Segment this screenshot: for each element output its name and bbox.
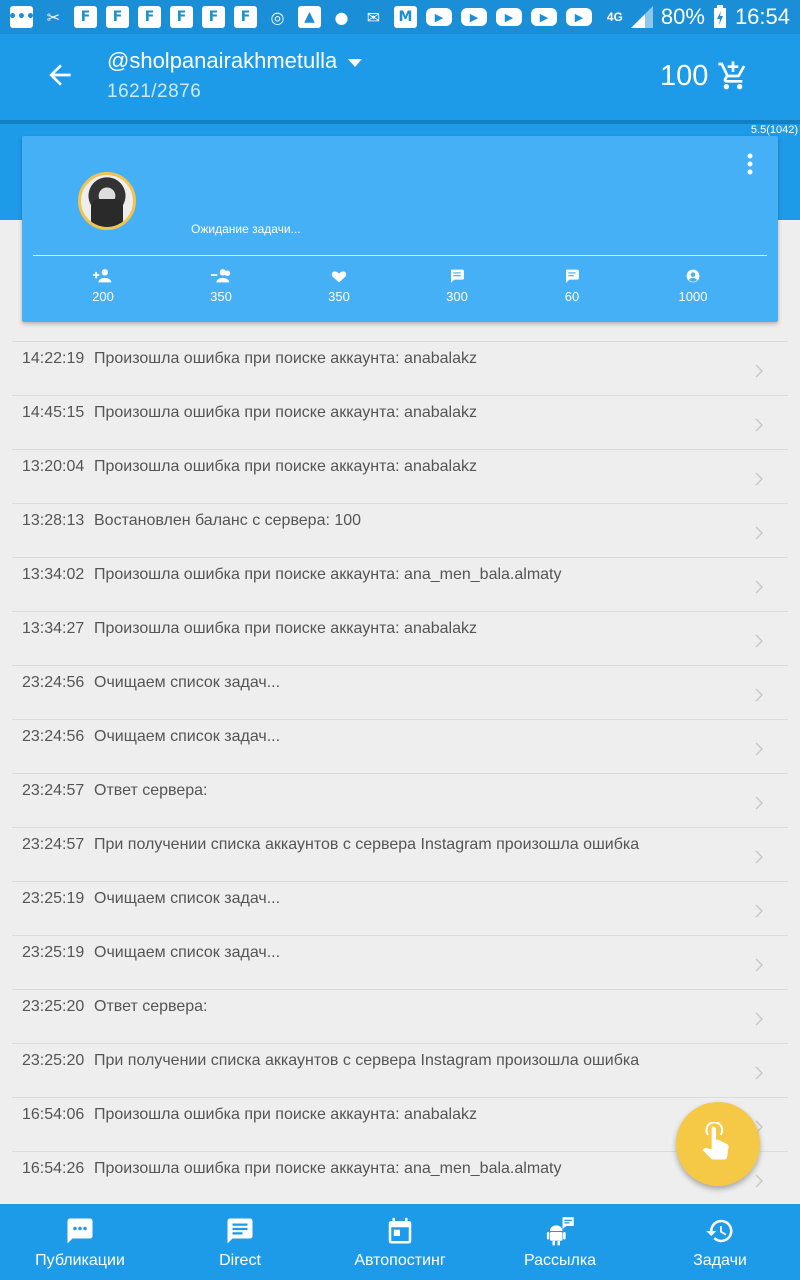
log-row[interactable]: [12, 1043, 788, 1097]
divider: [33, 255, 767, 256]
chevron-right-icon: [754, 904, 764, 918]
log-time: 13:20:04: [22, 458, 85, 475]
log-message: Произошла ошибка при поиске аккаунта: anabalakz: [94, 620, 477, 637]
comment-icon: [446, 268, 468, 284]
heart-icon: [328, 268, 350, 284]
log-row[interactable]: [12, 1097, 788, 1151]
youtube-icon: ▶: [496, 8, 522, 26]
log-message: Очищаем список задач...: [94, 674, 281, 691]
log-time: 14:22:19: [22, 350, 85, 367]
touch-action-button[interactable]: [676, 1102, 760, 1186]
log-message: При получении списка аккаунтов с сервера Instagram произошла ошибка: [94, 1052, 640, 1069]
gmail-icon: M: [394, 6, 417, 28]
account-circle-icon: [682, 268, 704, 284]
nav-autoposting[interactable]: [320, 1204, 480, 1280]
log-message: Произошла ошибка при поиске аккаунта: anabalakz: [94, 350, 477, 367]
stat-value: 350: [328, 289, 350, 304]
log-time: 23:24:56: [22, 674, 85, 691]
chevron-right-icon: [754, 526, 764, 540]
log-message: Произошла ошибка при поиске аккаунта: ana_men_bala.almaty: [94, 1160, 562, 1177]
direct-icon: [225, 1216, 255, 1246]
log-time: 23:24:56: [22, 728, 85, 745]
youtube-icon: ▶: [566, 8, 592, 26]
chevron-right-icon: [754, 418, 764, 432]
log-message: Очищаем список задач...: [94, 890, 281, 907]
email-sync-icon: ✉: [366, 7, 381, 27]
history-icon: [705, 1216, 735, 1246]
log-message: Очищаем список задач...: [94, 944, 281, 961]
chevron-right-icon: [754, 958, 764, 972]
flipboard-icon: F: [170, 6, 193, 28]
stat-accounts: [653, 268, 733, 306]
stat-follow: [63, 268, 143, 306]
log-message: Востановлен баланс с сервера: 100: [94, 512, 362, 529]
publications-icon: [65, 1216, 95, 1246]
unfollow-icon: [210, 268, 232, 284]
chevron-right-icon: [754, 1066, 764, 1080]
stat-value: 300: [446, 289, 468, 304]
follow-icon: [92, 268, 114, 284]
youtube-icon: ▶: [531, 8, 557, 26]
signal-icon: [631, 6, 653, 28]
stat-value: 1000: [678, 289, 708, 304]
avatar[interactable]: [78, 172, 136, 230]
chevron-right-icon: [754, 796, 764, 810]
chevron-right-icon: [754, 472, 764, 486]
flipboard-icon: F: [234, 6, 257, 28]
log-time: 16:54:06: [22, 1106, 85, 1123]
log-row[interactable]: [12, 395, 788, 449]
clock: 16:54: [734, 4, 790, 29]
nav-label: Публикации: [35, 1252, 125, 1269]
log-row[interactable]: [12, 449, 788, 503]
chevron-right-icon: [754, 688, 764, 702]
app-bar: [0, 34, 800, 120]
status-bar: [0, 0, 800, 34]
message-icon: [561, 268, 583, 284]
log-message: Произошла ошибка при поиске аккаунта: ana_men_bala.almaty: [94, 566, 562, 583]
touch-icon: [698, 1122, 738, 1166]
log-row[interactable]: [12, 989, 788, 1043]
image-icon: ▲: [298, 6, 321, 28]
nav-publications[interactable]: [0, 1204, 160, 1280]
chevron-right-icon: [754, 1012, 764, 1026]
log-time: 23:25:20: [22, 998, 85, 1015]
log-time: 16:54:26: [22, 1160, 85, 1177]
log-time: 13:28:13: [22, 512, 85, 529]
log-time: 13:34:02: [22, 566, 85, 583]
nav-label: Direct: [219, 1252, 261, 1269]
android-broadcast-icon: [545, 1216, 575, 1246]
chevron-right-icon: [754, 742, 764, 756]
account-name[interactable]: @sholpanairakhmetulla: [107, 48, 338, 73]
chevron-right-icon: [754, 580, 764, 594]
log-time: 23:25:19: [22, 890, 85, 907]
log-row[interactable]: [12, 503, 788, 557]
battery-charging-icon: [713, 5, 727, 29]
task-status: Ожидание задачи...: [191, 222, 301, 236]
stat-comments: [417, 268, 497, 306]
account-card: [22, 136, 778, 322]
back-arrow-icon[interactable]: [44, 59, 76, 91]
account-counter: 1621/2876: [107, 81, 202, 102]
nav-broadcast[interactable]: [480, 1204, 640, 1280]
notification-icons: [10, 6, 592, 28]
nav-label: Рассылка: [523, 1252, 597, 1269]
log-time: 13:34:27: [22, 620, 85, 637]
log-message: Произошла ошибка при поиске аккаунта: anabalakz: [94, 1106, 477, 1123]
system-status: [607, 4, 790, 30]
log-row[interactable]: [12, 719, 788, 773]
log-message: Ответ сервера:: [94, 782, 208, 799]
nav-label: Задачи: [693, 1252, 747, 1269]
add-to-cart-icon[interactable]: [716, 60, 750, 92]
flipboard-icon: F: [74, 6, 97, 28]
task-log-list: [12, 341, 788, 1205]
log-row[interactable]: [12, 935, 788, 989]
stat-value: 60: [564, 289, 580, 304]
log-time: 23:24:57: [22, 836, 85, 853]
stat-value: 350: [210, 289, 232, 304]
chevron-down-icon[interactable]: [345, 56, 365, 70]
log-time: 23:24:57: [22, 782, 85, 799]
stat-value: 200: [92, 289, 114, 304]
chevron-right-icon: [754, 1174, 764, 1188]
nav-tasks[interactable]: [640, 1204, 800, 1280]
log-row[interactable]: [12, 611, 788, 665]
log-time: 23:25:19: [22, 944, 85, 961]
stat-messages: [532, 268, 612, 306]
stat-likes: [299, 268, 379, 306]
log-row[interactable]: [12, 665, 788, 719]
chevron-right-icon: [754, 364, 764, 378]
whatsapp-icon: ◎: [270, 7, 285, 27]
log-message: При получении списка аккаунтов с сервера Instagram произошла ошибка: [94, 836, 640, 853]
nav-label: Автопостинг: [354, 1252, 446, 1269]
log-row[interactable]: [12, 827, 788, 881]
chat-bubble-icon: •••: [10, 6, 33, 28]
log-row[interactable]: [12, 773, 788, 827]
battery-percent: 80%: [660, 4, 705, 29]
network-type: 4G: [606, 9, 623, 24]
bird-icon: ✂: [46, 7, 61, 27]
chevron-right-icon: [754, 634, 764, 648]
more-vert-icon[interactable]: [740, 152, 760, 176]
flipboard-icon: F: [202, 6, 225, 28]
log-time: 14:45:15: [22, 404, 85, 421]
version-label: 5.5(1042): [750, 124, 798, 136]
nav-direct[interactable]: [160, 1204, 320, 1280]
log-message: Очищаем список задач...: [94, 728, 281, 745]
log-row[interactable]: [12, 1151, 788, 1205]
youtube-icon: ▶: [461, 8, 487, 26]
bottom-navigation: [0, 1204, 800, 1280]
log-time: 23:25:20: [22, 1052, 85, 1069]
stats-row: [22, 268, 778, 308]
log-message: Произошла ошибка при поиске аккаунта: anabalakz: [94, 458, 477, 475]
balance-value: 100: [660, 60, 709, 92]
youtube-icon: ▶: [426, 8, 452, 26]
message-icon: ●: [334, 7, 349, 27]
stat-unfollow: [181, 268, 261, 306]
chevron-right-icon: [754, 850, 764, 864]
log-row[interactable]: [12, 557, 788, 611]
log-row[interactable]: [12, 341, 788, 395]
log-message: Ответ сервера:: [94, 998, 208, 1015]
flipboard-icon: F: [106, 6, 129, 28]
calendar-icon: [385, 1216, 415, 1246]
flipboard-icon: F: [138, 6, 161, 28]
log-row[interactable]: [12, 881, 788, 935]
log-message: Произошла ошибка при поиске аккаунта: anabalakz: [94, 404, 477, 421]
